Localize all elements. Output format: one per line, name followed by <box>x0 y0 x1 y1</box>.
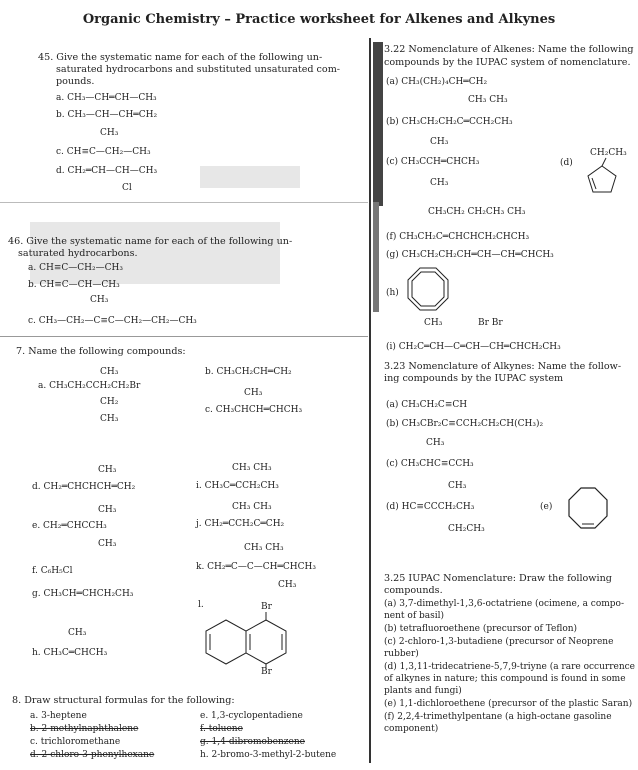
q7-d: d. CH₂═CHCHCH═CH₂ <box>32 482 136 492</box>
q322-item-a: (a) CH₃(CH₂)₄CH═CH₂ <box>386 77 488 87</box>
section-separator <box>0 202 368 203</box>
q7-e-sub: CH₃ <box>98 539 117 549</box>
q322-item-c-sub: CH₃ <box>430 178 449 188</box>
q322-item-d-sub: CH₂CH₃ <box>590 148 627 158</box>
q325-item-e: (e) 1,1-dichloroethene (precursor of the plastic Saran) <box>384 699 633 709</box>
q7-d-top: CH₃ <box>98 465 117 475</box>
q325-item-d: (d) 1,3,11-tridecatriene-5,7,9-triyne (a rare occurrence <box>384 662 635 672</box>
q8-item-b: b. 2-methylnaphthalene <box>30 724 139 734</box>
column-divider <box>369 38 371 763</box>
q7-k-top: CH₃ CH₃ <box>244 543 284 553</box>
q7-c: c. CH₃CHCH═CHCH₃ <box>205 405 303 415</box>
section-separator <box>0 336 368 337</box>
q45-item-d: d. CH₂═CH—CH—CH₃ <box>56 166 158 176</box>
q7-h-top: CH₃ <box>68 628 87 638</box>
q323-item-d: (d) HC≡CCCH₂CH₃ <box>386 502 475 512</box>
q45-item-a: a. CH₃—CH═CH—CH₃ <box>56 93 157 103</box>
q46-intro: saturated hydrocarbons. <box>18 248 138 259</box>
q7-g: g. CH₃CH═CHCH₂CH₃ <box>32 589 134 599</box>
q325-item-b: (b) tetrafluoroethene (precursor of Teflon) <box>384 624 578 634</box>
q322-item-g: (g) CH₃CH₂CH₂CH═CH—CH═CHCH₃ <box>386 250 554 260</box>
q7-k-sub: CH₃ <box>278 580 297 590</box>
q322-item-b-top: CH₃ CH₃ <box>468 95 508 105</box>
q8-item-g: g. 1,4-dibromobenzene <box>200 737 305 747</box>
q7-l-label: l. <box>198 600 204 610</box>
q322-item-f-top: CH₃CH₂ CH₂CH₃ CH₃ <box>428 207 526 217</box>
q322-heading: compounds by the IUPAC system of nomenclature. <box>384 57 631 68</box>
q7-b: b. CH₃CH₂CH═CH₂ <box>205 367 292 377</box>
q323-item-e-label: (e) <box>540 502 553 512</box>
q46-item-c: c. CH₃—CH₂—C≡C—CH₂—CH₂—CH₃ <box>28 316 197 326</box>
q45-intro: pounds. <box>56 76 95 87</box>
q322-item-f: (f) CH₃CH₂C═CHCHCH₂CHCH₃ <box>386 232 530 242</box>
q8-item-h: h. 2-bromo-3-methyl-2-butene <box>200 750 337 760</box>
q8-item-f: f. toluene <box>200 724 243 734</box>
q7-l-br-bottom: Br <box>261 667 272 677</box>
q7-a-sub: CH₂ <box>100 397 119 407</box>
q325-item-d: plants and fungi) <box>384 686 462 696</box>
q323-item-c-top: CH₃ <box>426 438 445 448</box>
q325-item-a: nent of basil) <box>384 611 445 621</box>
q323-item-a: (a) CH₃CH₂C≡CH <box>386 400 468 410</box>
q325-item-d: of alkynes in nature; this compound is found in some <box>384 674 626 684</box>
q46-intro: 46. Give the systematic name for each of the following un- <box>8 236 293 247</box>
q46-item-b-sub: CH₃ <box>90 295 109 305</box>
q7-e: e. CH₂═CHCCH₃ <box>32 521 107 531</box>
q323-heading: ing compounds by the IUPAC system <box>384 373 564 384</box>
q322-item-c: (c) CH₃CCH═CHCH₃ <box>386 157 480 167</box>
q323-heading: 3.23 Nomenclature of Alkynes: Name the follow- <box>384 361 622 372</box>
q7-e-top: CH₃ <box>98 505 117 515</box>
q7-c-top: CH₃ <box>244 388 263 398</box>
q322-item-h-label: (h) <box>386 288 399 298</box>
q45-intro: 45. Give the systematic name for each of the following un- <box>38 52 323 63</box>
q322-item-i-top: CH₃ <box>424 318 443 328</box>
q7-a-sub: CH₃ <box>100 414 119 424</box>
q323-item-c: (c) CH₃CHC≡CCH₃ <box>386 459 474 469</box>
q7-heading: 7. Name the following compounds: <box>16 346 186 357</box>
q323-item-b: (b) CH₃CBr₂C≡CCH₂CH₂CH(CH₃)₂ <box>386 419 544 429</box>
q7-k: k. CH₂═C—C—CH═CHCH₃ <box>196 562 316 572</box>
q325-item-c: (c) 2-chloro-1,3-butadiene (precursor of Neoprene <box>384 637 614 647</box>
scan-shadow <box>373 42 383 206</box>
q46-item-b: b. CH≡C—CH—CH₃ <box>28 280 120 290</box>
q7-f: f. C₆H₅Cl <box>32 566 73 576</box>
q8-heading: 8. Draw structural formulas for the following: <box>12 695 235 706</box>
q322-item-c-top: CH₃ <box>430 137 449 147</box>
cyclooctatetraene-structure <box>404 266 452 314</box>
q8-item-d: d. 2-chloro-3-phenylhexane <box>30 750 155 760</box>
q45-item-c: c. CH≡C—CH₂—CH₃ <box>56 147 151 157</box>
q7-i-top: CH₃ CH₃ <box>232 463 272 473</box>
q8-item-c: c. trichloromethane <box>30 737 121 747</box>
scan-noise <box>200 166 300 188</box>
dibromonaphthalene-structure <box>216 612 296 672</box>
q325-heading: 3.25 IUPAC Nomenclature: Draw the following <box>384 573 612 584</box>
q322-item-i: (i) CH₂C═CH—C═CH—CH═CHCH₂CH₃ <box>386 342 561 352</box>
q45-intro: saturated hydrocarbons and substituted unsaturated com- <box>56 64 341 75</box>
q322-item-b: (b) CH₃CH₂CH₂C═CCH₂CH₃ <box>386 117 513 127</box>
q325-item-c: rubber) <box>384 649 419 659</box>
q46-item-a: a. CH≡C—CH₂—CH₃ <box>28 263 123 273</box>
q7-j-top: CH₃ CH₃ <box>232 502 272 512</box>
q325-item-a: (a) 3,7-dimethyl-1,3,6-octatriene (ocimene, a compo- <box>384 599 625 609</box>
q7-a-top: CH₃ <box>100 367 119 377</box>
q323-item-d-sub: CH₂CH₃ <box>448 524 485 534</box>
q7-j: j. CH₂═CCH₂C═CH₂ <box>196 519 285 529</box>
q7-h: h. CH₃C═CHCH₃ <box>32 648 108 658</box>
cyclooctyne-structure <box>566 486 610 530</box>
page-title: Organic Chemistry – Practice worksheet for Alkenes and Alkynes <box>82 12 556 27</box>
q7-a: a. CH₃CH₂CCH₂CH₂Br <box>38 381 141 391</box>
q8-item-a: a. 3-heptene <box>30 711 87 721</box>
scan-shadow <box>373 202 379 312</box>
q8-item-e: e. 1,3-cyclopentadiene <box>200 711 303 721</box>
q7-i: i. CH₃C═CCH₂CH₃ <box>196 481 279 491</box>
q323-item-d-top: CH₃ <box>448 481 467 491</box>
q322-heading: 3.22 Nomenclature of Alkenes: Name the following <box>384 44 634 55</box>
q325-heading: compounds. <box>384 585 443 596</box>
q322-item-i-top: Br Br <box>478 318 503 328</box>
ethylcyclopentene-structure <box>584 158 624 198</box>
q45-item-d-sub: Cl <box>122 183 132 193</box>
q322-item-d-label: (d) <box>560 158 573 168</box>
q325-item-f: component) <box>384 724 439 734</box>
q45-item-b-sub: CH₃ <box>100 128 119 138</box>
q7-l-br-top: Br <box>261 602 272 612</box>
q325-item-f: (f) 2,2,4-trimethylpentane (a high-octane gasoline <box>384 712 612 722</box>
q45-item-b: b. CH₃—CH—CH═CH₂ <box>56 110 158 120</box>
